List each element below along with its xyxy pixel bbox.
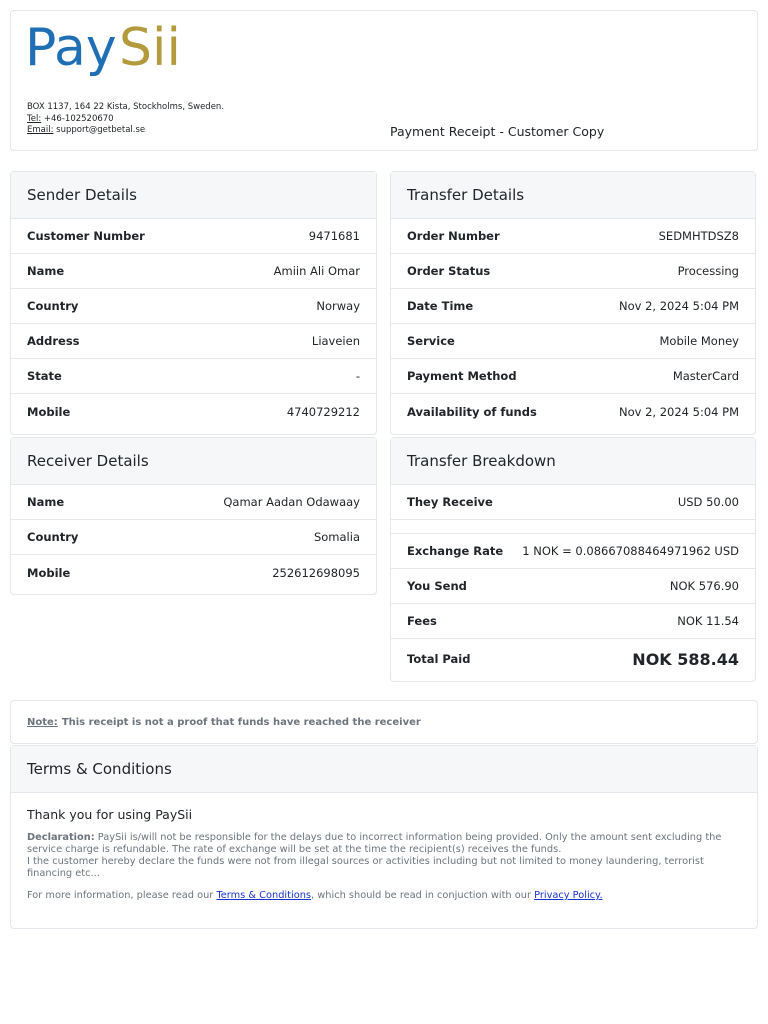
row-label: Fees: [407, 614, 437, 628]
row-value: Somalia: [313, 530, 360, 544]
row-label: Date Time: [407, 299, 474, 313]
receiver-details-title: Receiver Details: [11, 438, 376, 485]
logo-pay: Pay: [25, 19, 117, 78]
row-label: Address: [27, 334, 80, 348]
row-label: Mobile: [27, 565, 71, 580]
row-label: Name: [27, 264, 65, 278]
sender-row-name: [11, 254, 376, 289]
breakdown-divider: [391, 520, 755, 534]
row-label: Payment Method: [407, 369, 517, 383]
row-label: Total Paid: [407, 652, 471, 666]
breakdown-row-exchange-rate: [391, 534, 755, 569]
company-address-block: [27, 102, 224, 137]
sender-row-state: [11, 359, 376, 394]
row-value: NOK 576.90: [669, 579, 739, 593]
receiver-details-card: [10, 437, 377, 595]
breakdown-row-you-send: [391, 569, 755, 604]
row-value: 252612698095: [272, 565, 360, 580]
row-label: State: [27, 369, 62, 383]
logo-sii: Sii: [119, 19, 181, 78]
sender-row-customer-number: [11, 219, 376, 254]
terms-card: [10, 745, 758, 929]
row-value: 4740729212: [286, 404, 360, 419]
row-label: Mobile: [27, 404, 71, 419]
row-value: -: [355, 369, 360, 383]
receipt-header: [10, 10, 758, 151]
privacy-policy-link[interactable]: Privacy Policy.: [534, 890, 603, 901]
row-label: Order Number: [407, 229, 500, 243]
row-value: USD 50.00: [677, 495, 739, 509]
row-label: Customer Number: [27, 229, 145, 243]
transfer-row-payment-method: [391, 359, 755, 394]
breakdown-row-they-receive: [391, 485, 755, 520]
transfer-row-availability: [391, 394, 755, 429]
sender-details-card: [10, 171, 377, 435]
row-value: Norway: [316, 299, 360, 313]
row-value: Liaveien: [311, 334, 360, 348]
company-address: BOX 1137, 164 22 Kista, Stockholms, Sweden.: [27, 102, 225, 112]
transfer-row-order-status: [391, 254, 755, 289]
declaration: [11, 822, 757, 880]
breakdown-row-total-paid: [391, 639, 755, 679]
more-info-middle: , which should be read in conjuction with our: [311, 890, 535, 901]
sender-row-mobile: [11, 394, 376, 429]
more-info-prefix: For more information, please read our: [27, 890, 217, 901]
note-text: This receipt is not a proof that funds have reached the receiver: [61, 716, 421, 728]
receipt-note: [10, 700, 758, 744]
row-label: You Send: [407, 579, 467, 593]
more-info-line: [11, 880, 757, 901]
row-value: SEDMHTDSZ8: [658, 229, 739, 243]
declaration-label: Declaration:: [27, 832, 95, 843]
sender-row-country: [11, 289, 376, 324]
row-label: Availability of funds: [407, 404, 537, 419]
row-value: 9471681: [308, 229, 360, 243]
terms-title: Terms & Conditions: [11, 746, 757, 793]
row-label: They Receive: [407, 495, 493, 509]
row-value: Qamar Aadan Odawaay: [223, 495, 360, 509]
transfer-details-title: Transfer Details: [391, 172, 755, 219]
row-value: MasterCard: [672, 369, 739, 383]
receiver-row-name: [11, 485, 376, 520]
note-label: Note:: [27, 716, 58, 728]
sender-row-address: [11, 324, 376, 359]
row-value: Nov 2, 2024 5:04 PM: [619, 404, 739, 419]
row-value: Amiin Ali Omar: [273, 264, 360, 278]
receipt-title: Payment Receipt - Customer Copy: [390, 124, 605, 139]
company-phone-line: [27, 114, 224, 126]
transfer-row-service: [391, 324, 755, 359]
receiver-row-mobile: [11, 555, 376, 590]
sender-details-title: Sender Details: [11, 172, 376, 219]
transfer-details-card: [390, 171, 756, 435]
row-value: NOK 11.54: [677, 614, 739, 628]
row-value: 1 NOK = 0.08667088464971962 USD: [522, 544, 739, 558]
receiver-row-country: [11, 520, 376, 555]
row-value: Processing: [677, 264, 739, 278]
company-email[interactable]: support@getbetal.se: [56, 125, 146, 135]
transfer-breakdown-card: [390, 437, 756, 682]
row-label: Name: [27, 495, 65, 509]
row-label: Order Status: [407, 264, 491, 278]
row-label: Country: [27, 299, 79, 313]
row-value: Nov 2, 2024 5:04 PM: [619, 299, 739, 313]
thanks-message: Thank you for using PaySii: [27, 807, 193, 822]
company-phone: +46-102520670: [43, 113, 114, 124]
row-label: Service: [407, 334, 455, 348]
row-label: Exchange Rate: [407, 544, 504, 558]
row-value: Mobile Money: [659, 334, 739, 348]
transfer-row-date-time: [391, 289, 755, 324]
declaration-text-1: PaySii is/will not be responsible for the delays due to incorrect information being provided. Only the amount sent excluding the service charge is refundable. The rate of exchange will be set at the time the recipient(s) receives the funds.: [27, 832, 722, 855]
total-paid-value: NOK 588.44: [632, 649, 739, 669]
paysii-logo: [25, 19, 185, 85]
breakdown-row-fees: [391, 604, 755, 639]
tel-label: Tel:: [27, 113, 42, 124]
email-label: Email:: [27, 125, 54, 135]
transfer-row-order-number: [391, 219, 755, 254]
company-email-line: [27, 125, 224, 137]
terms-link[interactable]: Terms & Conditions: [216, 890, 312, 901]
transfer-breakdown-title: Transfer Breakdown: [391, 438, 755, 485]
row-label: Country: [27, 530, 79, 544]
declaration-text-2: I the customer hereby declare the funds were not from illegal sources or activities including but not limited to money laundering, terrorist financing etc...: [27, 856, 704, 879]
